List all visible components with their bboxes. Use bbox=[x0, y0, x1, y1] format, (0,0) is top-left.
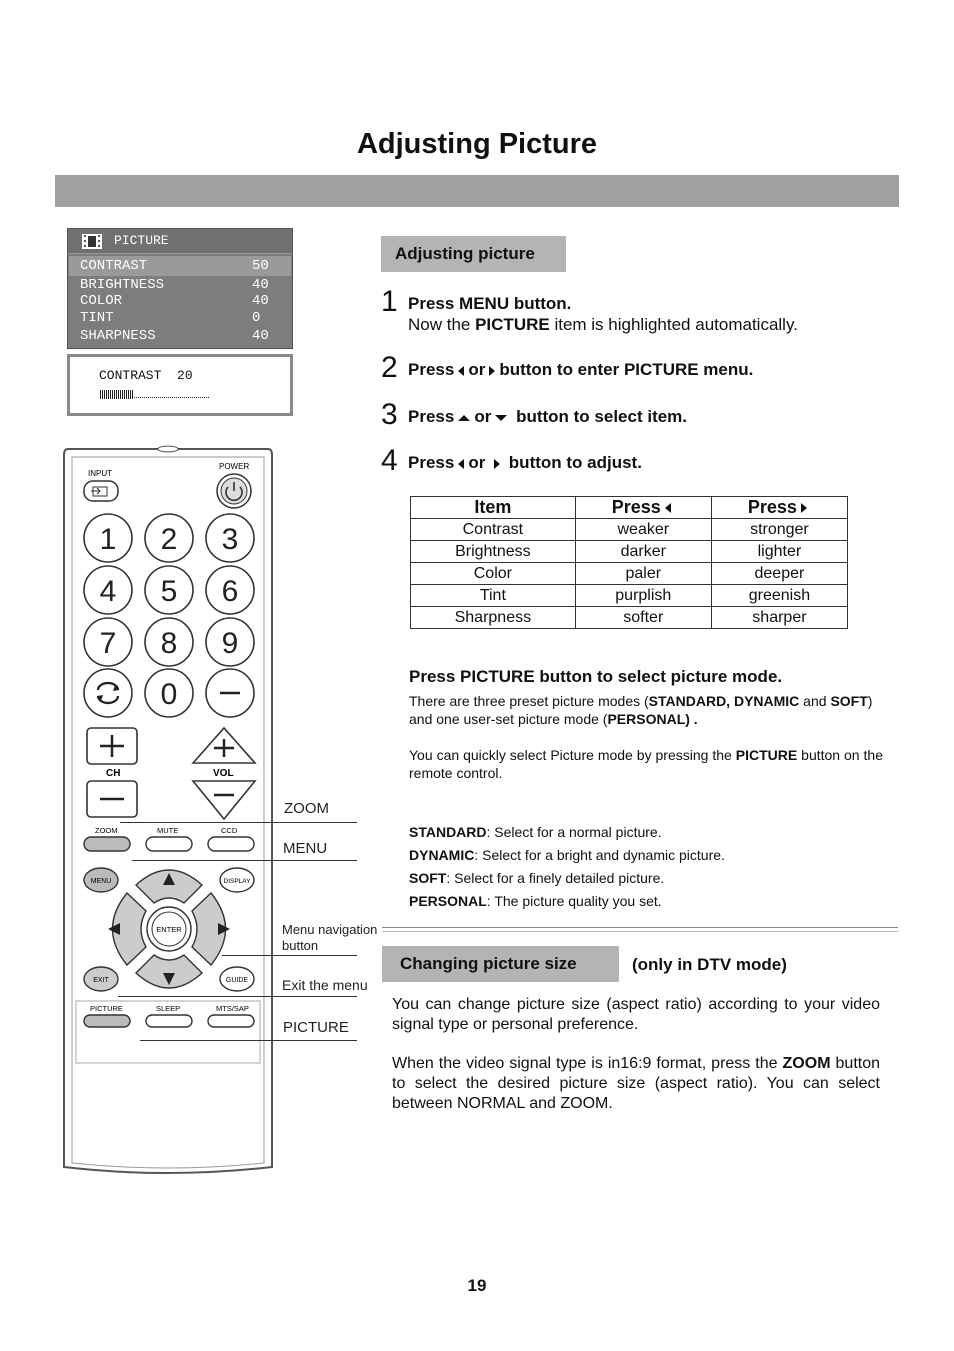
level-tick bbox=[162, 397, 163, 398]
picture-size-para-1: You can change picture size (aspect ratio) according to your video signal type or personal preference. bbox=[392, 996, 880, 1033]
svg-text:6: 6 bbox=[221, 575, 239, 608]
level-tick bbox=[138, 397, 139, 398]
osd-row-brightness: BRIGHTNESS 40 bbox=[80, 277, 269, 293]
level-tick bbox=[164, 397, 165, 398]
step-number-3: 3 bbox=[381, 398, 398, 431]
svg-text:8: 8 bbox=[160, 627, 178, 660]
level-tick bbox=[150, 397, 151, 398]
level-tick bbox=[124, 390, 125, 399]
mode-standard: STANDARD: Select for a normal picture. bbox=[409, 824, 662, 840]
picture-label: PICTURE bbox=[90, 1004, 123, 1013]
table-cell: greenish bbox=[711, 585, 847, 607]
ch-label: CH bbox=[106, 768, 121, 779]
level-tick bbox=[184, 397, 185, 398]
table-cell: stronger bbox=[711, 519, 847, 541]
section-heading-suffix: (only in DTV mode) bbox=[632, 955, 787, 974]
enter-button[interactable] bbox=[147, 907, 191, 951]
callout-nav: Menu navigation button bbox=[282, 922, 378, 953]
mute-button[interactable] bbox=[146, 837, 192, 851]
left-arrow-icon bbox=[458, 459, 464, 469]
guide-button[interactable] bbox=[220, 967, 254, 991]
picture-mode-tip: You can quickly select Picture mode by pressing the PICTURE button on the remote control. bbox=[409, 747, 883, 781]
level-tick bbox=[134, 397, 135, 398]
page-title: Adjusting Picture bbox=[356, 128, 598, 160]
section-heading-picture-size: Changing picture size bbox=[382, 946, 619, 982]
left-arrow-icon bbox=[665, 503, 671, 513]
level-tick bbox=[106, 390, 107, 399]
level-tick bbox=[112, 390, 113, 399]
divider bbox=[382, 927, 898, 928]
table-cell: deeper bbox=[711, 563, 847, 585]
level-tick bbox=[200, 397, 201, 398]
level-tick bbox=[182, 397, 183, 398]
table-cell: purplish bbox=[575, 585, 711, 607]
step-1-text: Press MENU button. bbox=[408, 294, 572, 313]
level-tick bbox=[206, 397, 207, 398]
menu-button[interactable] bbox=[84, 868, 118, 892]
table-row bbox=[411, 585, 848, 607]
callout-line bbox=[132, 860, 357, 861]
table-row bbox=[411, 519, 848, 541]
level-tick bbox=[180, 397, 181, 398]
osd-adjust-bar bbox=[67, 354, 293, 416]
right-arrow-icon bbox=[494, 459, 500, 469]
callout-line bbox=[140, 1040, 357, 1041]
mode-dynamic: DYNAMIC: Select for a bright and dynamic picture. bbox=[409, 847, 725, 863]
level-tick bbox=[116, 390, 117, 399]
callout-zoom: ZOOM bbox=[284, 800, 329, 817]
zoom-button[interactable] bbox=[84, 837, 130, 851]
svg-text:1: 1 bbox=[99, 523, 117, 556]
header-band bbox=[55, 175, 899, 207]
picture-button[interactable] bbox=[84, 1015, 130, 1027]
digit-button-6[interactable] bbox=[206, 566, 254, 614]
vol-label: VOL bbox=[213, 768, 234, 779]
ch-up-button[interactable] bbox=[87, 728, 137, 764]
right-arrow-icon bbox=[801, 503, 807, 513]
remote-input-label: INPUT bbox=[88, 469, 112, 478]
down-arrow-icon bbox=[495, 415, 507, 421]
digit-button-1[interactable] bbox=[84, 514, 132, 562]
level-tick bbox=[114, 390, 115, 399]
level-tick bbox=[156, 397, 157, 398]
step-2-text: Press or button to enter PICTURE menu. bbox=[408, 360, 754, 379]
table-cell: Tint bbox=[411, 585, 576, 607]
osd-row-tint: TINT 0 bbox=[80, 310, 261, 326]
level-tick bbox=[176, 397, 177, 398]
step-4-text: Press or button to adjust. bbox=[408, 453, 642, 472]
level-tick bbox=[132, 390, 133, 399]
table-row bbox=[411, 563, 848, 585]
table-cell: weaker bbox=[575, 519, 711, 541]
step-number-4: 4 bbox=[381, 444, 398, 477]
ch-down-button[interactable] bbox=[87, 781, 137, 817]
right-arrow-icon bbox=[489, 366, 495, 376]
picture-size-para-2: When the video signal type is in16:9 format, press the ZOOM button to select the desired picture size (aspect ratio). You can select between NORMAL and ZOOM. bbox=[392, 1055, 881, 1112]
callout-picture: PICTURE bbox=[283, 1019, 349, 1036]
callout-line bbox=[120, 822, 357, 823]
svg-text:0: 0 bbox=[160, 678, 178, 711]
svg-text:5: 5 bbox=[160, 575, 178, 608]
table-header-row bbox=[411, 497, 848, 519]
osd-picture-menu bbox=[67, 228, 293, 349]
level-tick bbox=[140, 397, 141, 398]
level-tick bbox=[160, 397, 161, 398]
level-tick bbox=[108, 390, 109, 399]
table-cell: darker bbox=[575, 541, 711, 563]
level-tick bbox=[100, 390, 101, 399]
svg-text:ENTER: ENTER bbox=[156, 925, 182, 934]
sleep-button[interactable] bbox=[146, 1015, 192, 1027]
mode-soft: SOFT: Select for a finely detailed picture. bbox=[409, 870, 665, 886]
level-tick bbox=[126, 390, 127, 399]
input-button[interactable] bbox=[84, 481, 118, 501]
level-tick bbox=[148, 397, 149, 398]
up-arrow-icon bbox=[458, 415, 470, 421]
left-arrow-icon bbox=[458, 366, 464, 376]
digit-button-4[interactable] bbox=[84, 566, 132, 614]
picture-mode-heading: Press PICTURE button to select picture mode. bbox=[409, 667, 783, 686]
level-tick bbox=[170, 397, 171, 398]
svg-text:MENU: MENU bbox=[90, 878, 112, 885]
svg-text:3: 3 bbox=[221, 523, 239, 556]
svg-text:GUIDE: GUIDE bbox=[225, 977, 249, 984]
digit-button-8[interactable] bbox=[145, 618, 193, 666]
level-tick bbox=[128, 390, 129, 399]
osd-row-contrast: CONTRAST 50 bbox=[80, 258, 269, 274]
mts-sap-button[interactable] bbox=[208, 1015, 254, 1027]
table-row bbox=[411, 541, 848, 563]
level-tick bbox=[172, 397, 173, 398]
table-cell: Contrast bbox=[411, 519, 576, 541]
level-tick bbox=[208, 397, 209, 398]
sleep-label: SLEEP bbox=[156, 1004, 181, 1013]
level-tick bbox=[196, 397, 197, 398]
step-number-2: 2 bbox=[381, 351, 398, 384]
level-tick bbox=[146, 397, 147, 398]
display-button[interactable] bbox=[220, 868, 254, 892]
mode-personal: PERSONAL: The picture quality you set. bbox=[409, 893, 662, 909]
mts-label: MTS/SAP bbox=[216, 1004, 249, 1013]
level-tick bbox=[186, 397, 187, 398]
table-header-press-left: Press bbox=[575, 497, 711, 519]
level-tick bbox=[118, 390, 119, 399]
step-1-line2: Now the PICTURE item is highlighted automatically. bbox=[408, 315, 798, 334]
digit-button-9[interactable] bbox=[206, 618, 254, 666]
page-number: 19 bbox=[467, 1276, 487, 1295]
table-cell: Sharpness bbox=[411, 607, 576, 629]
table-cell: paler bbox=[575, 563, 711, 585]
osd-adjust-label: CONTRAST 20 bbox=[99, 368, 193, 383]
level-tick bbox=[174, 397, 175, 398]
digit-button-5[interactable] bbox=[145, 566, 193, 614]
film-icon bbox=[82, 234, 102, 249]
level-tick bbox=[152, 397, 153, 398]
picture-mode-intro: There are three preset picture modes (STANDARD, DYNAMIC and SOFT) and one user-set picture mode (PERSONAL) . bbox=[409, 693, 873, 727]
level-tick bbox=[142, 397, 143, 398]
mute-label: MUTE bbox=[157, 826, 179, 835]
level-tick bbox=[192, 397, 193, 398]
level-tick bbox=[130, 390, 131, 399]
ccd-button[interactable] bbox=[208, 837, 254, 851]
remote-control bbox=[62, 445, 274, 1175]
recall-button[interactable] bbox=[84, 669, 132, 717]
svg-text:4: 4 bbox=[99, 575, 117, 608]
level-tick bbox=[102, 390, 103, 399]
svg-text:9: 9 bbox=[221, 627, 239, 660]
adjust-table bbox=[410, 496, 848, 629]
level-tick bbox=[122, 390, 123, 399]
level-tick bbox=[166, 397, 167, 398]
callout-exit: Exit the menu bbox=[282, 977, 368, 993]
table-row bbox=[411, 607, 848, 629]
table-header-press-right: Press bbox=[711, 497, 847, 519]
table-cell: softer bbox=[575, 607, 711, 629]
step-3-text: Press or button to select item. bbox=[408, 407, 688, 426]
level-tick bbox=[154, 397, 155, 398]
osd-row-color: COLOR 40 bbox=[80, 293, 269, 309]
svg-text:2: 2 bbox=[160, 523, 178, 556]
table-cell: Brightness bbox=[411, 541, 576, 563]
level-tick bbox=[204, 397, 205, 398]
table-cell: lighter bbox=[711, 541, 847, 563]
level-tick bbox=[198, 397, 199, 398]
digit-button-7[interactable] bbox=[84, 618, 132, 666]
osd-header bbox=[68, 229, 292, 254]
step-number-1: 1 bbox=[381, 285, 398, 318]
level-tick bbox=[110, 390, 111, 399]
digit-button-2[interactable] bbox=[145, 514, 193, 562]
svg-text:EXIT: EXIT bbox=[93, 977, 109, 984]
level-tick bbox=[178, 397, 179, 398]
osd-header-label: PICTURE bbox=[114, 233, 169, 248]
callout-menu: MENU bbox=[283, 840, 328, 857]
level-tick bbox=[202, 397, 203, 398]
zoom-label: ZOOM bbox=[95, 826, 118, 835]
callout-line bbox=[222, 955, 357, 956]
level-tick bbox=[120, 390, 121, 399]
level-tick bbox=[104, 390, 105, 399]
power-button[interactable] bbox=[217, 474, 251, 508]
section-heading-adjusting-picture: Adjusting picture bbox=[381, 236, 566, 272]
exit-button[interactable] bbox=[84, 967, 118, 991]
divider bbox=[382, 931, 898, 932]
svg-text:DISPLAY: DISPLAY bbox=[223, 878, 251, 885]
digit-button-0[interactable] bbox=[145, 669, 193, 717]
remote-power-label: POWER bbox=[219, 462, 250, 471]
level-tick bbox=[136, 397, 137, 398]
table-header-item: Item bbox=[411, 497, 576, 519]
table-cell: sharper bbox=[711, 607, 847, 629]
level-tick bbox=[168, 397, 169, 398]
dash-button[interactable] bbox=[206, 669, 254, 717]
ccd-label: CCD bbox=[221, 826, 238, 835]
svg-text:7: 7 bbox=[99, 627, 117, 660]
level-tick bbox=[194, 397, 195, 398]
level-tick bbox=[158, 397, 159, 398]
callout-line bbox=[118, 996, 357, 997]
level-tick bbox=[190, 397, 191, 398]
osd-row-sharpness: SHARPNESS 40 bbox=[80, 328, 269, 344]
level-tick bbox=[188, 397, 189, 398]
table-cell: Color bbox=[411, 563, 576, 585]
level-bar bbox=[100, 390, 210, 399]
level-tick bbox=[144, 397, 145, 398]
digit-button-3[interactable] bbox=[206, 514, 254, 562]
